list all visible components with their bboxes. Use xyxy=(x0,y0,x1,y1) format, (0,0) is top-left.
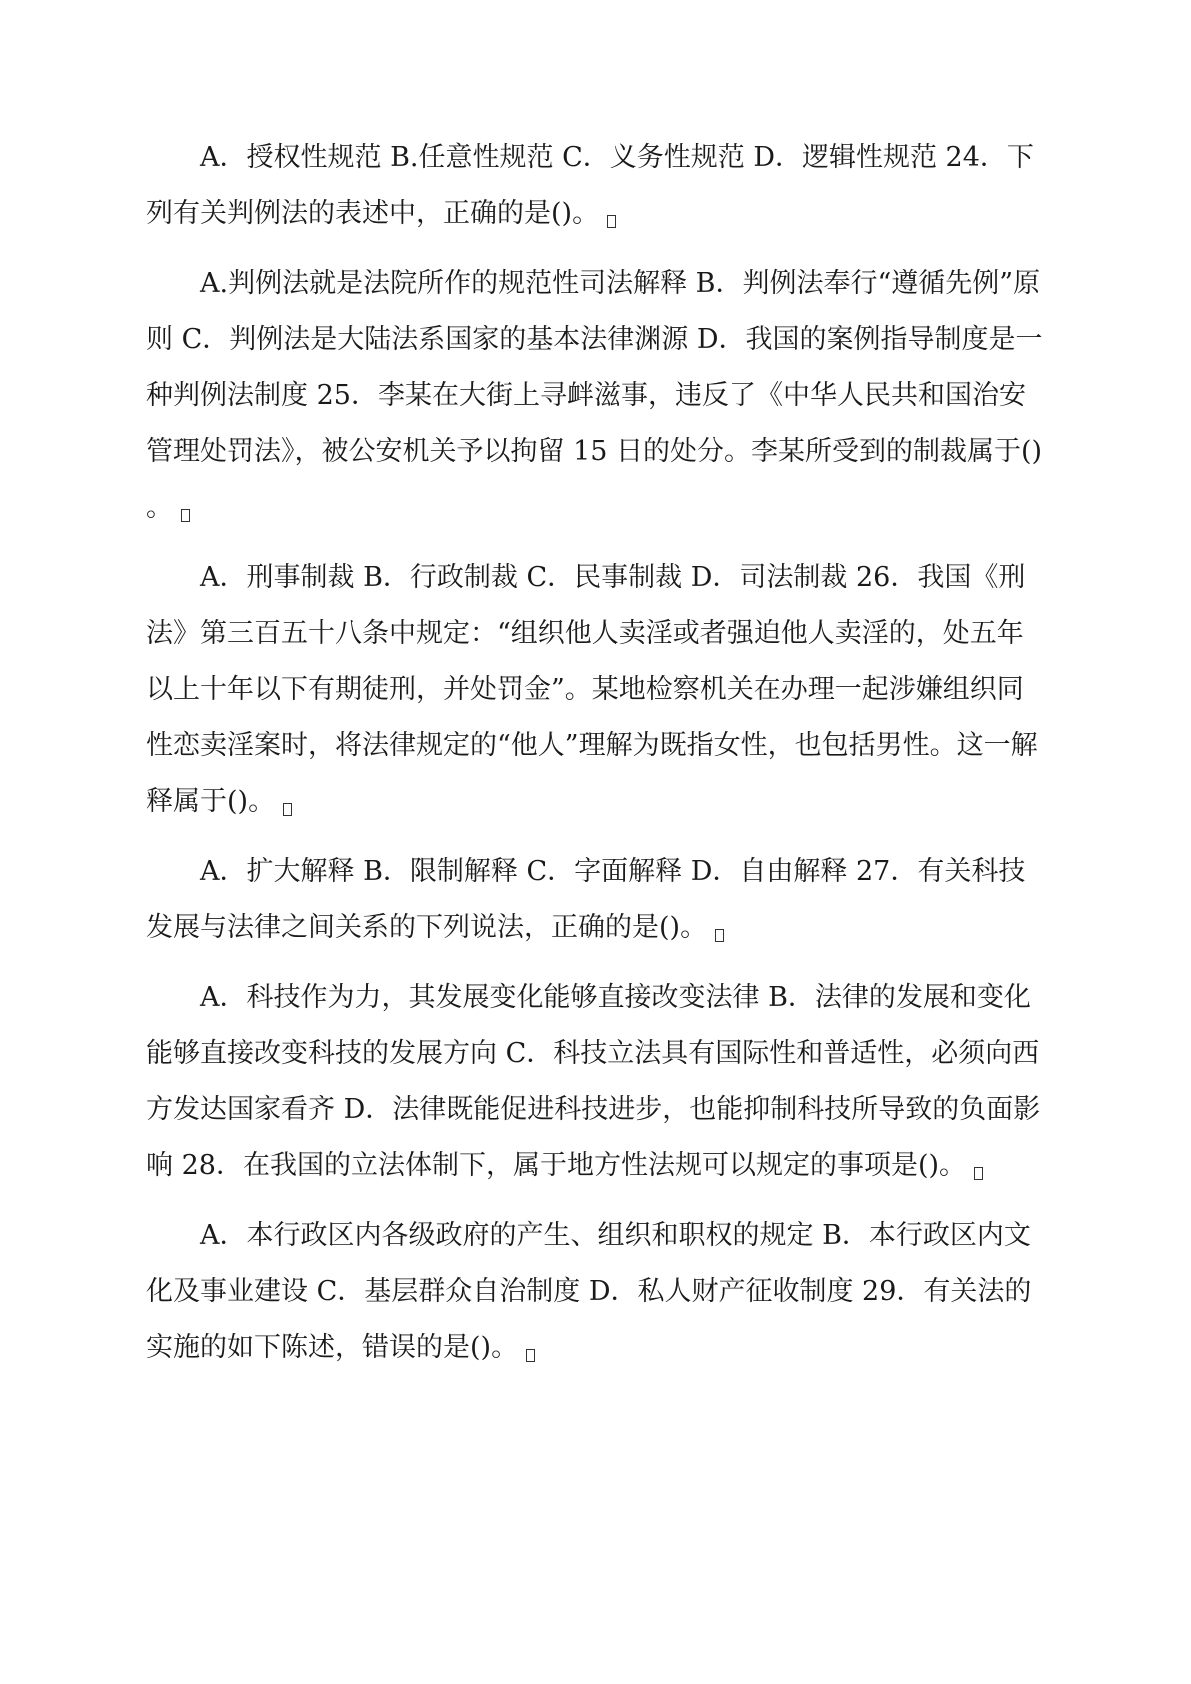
paragraph-text: A．科技作为力，其发展变化能够直接改变法律 B．法律的发展和变化能够直接改变科技的发展方向 C．科技立法具有国际性和普适性，必须向西方发达国家看齐 D．法律既能促进科技进步，也能抑制科技所导致的负面影响 28．在我国的立法体制下，属于地方性法规可以规定的事项是()。 xyxy=(146,982,1041,1181)
paragraph-4 xyxy=(146,844,1046,956)
paragraph-end-mark-icon xyxy=(526,1349,535,1362)
paragraph-text: A．授权性规范 B.任意性规范 C．义务性规范 D．逻辑性规范 24．下列有关判例法的表述中，正确的是()。 xyxy=(146,142,1034,229)
paragraph-end-mark-icon xyxy=(283,803,292,816)
document-body xyxy=(146,130,1046,1390)
paragraph-text: A.判例法就是法院所作的规范性司法解释 B．判例法奉行“遵循先例”原则 C．判例法是大陆法系国家的基本法律渊源 D．我国的案例指导制度是一种判例法制度 25．李某在大街上寻衅滋事，违反了《中华人民共和国治安管理处罚法》，被公安机关予以拘留 15 日的处分。李某所受到的制裁属于()。 xyxy=(146,268,1043,523)
paragraph-text: A．刑事制裁 B．行政制裁 C．民事制裁 D．司法制裁 26．我国《刑法》第三百五十八条中规定：“组织他人卖淫或者强迫他人卖淫的，处五年以上十年以下有期徒刑，并处罚金”。某地检察机关在办理一起涉嫌组织同性恋卖淫案时，将法律规定的“他人”理解为既指女性，也包括男性。这一解释属于()。 xyxy=(146,562,1038,817)
paragraph-end-mark-icon xyxy=(974,1167,983,1180)
paragraph-3 xyxy=(146,550,1046,830)
paragraph-5 xyxy=(146,970,1046,1194)
paragraph-6 xyxy=(146,1208,1046,1376)
paragraph-text: A．扩大解释 B．限制解释 C．字面解释 D．自由解释 27．有关科技发展与法律之间关系的下列说法，正确的是()。 xyxy=(146,856,1026,943)
paragraph-end-mark-icon xyxy=(607,215,616,228)
paragraph-end-mark-icon xyxy=(181,509,190,522)
paragraph-1 xyxy=(146,130,1046,242)
paragraph-end-mark-icon xyxy=(715,929,724,942)
paragraph-text: A．本行政区内各级政府的产生、组织和职权的规定 B．本行政区内文化及事业建设 C．基层群众自治制度 D．私人财产征收制度 29．有关法的实施的如下陈述，错误的是()。 xyxy=(146,1220,1032,1363)
paragraph-2 xyxy=(146,256,1046,536)
